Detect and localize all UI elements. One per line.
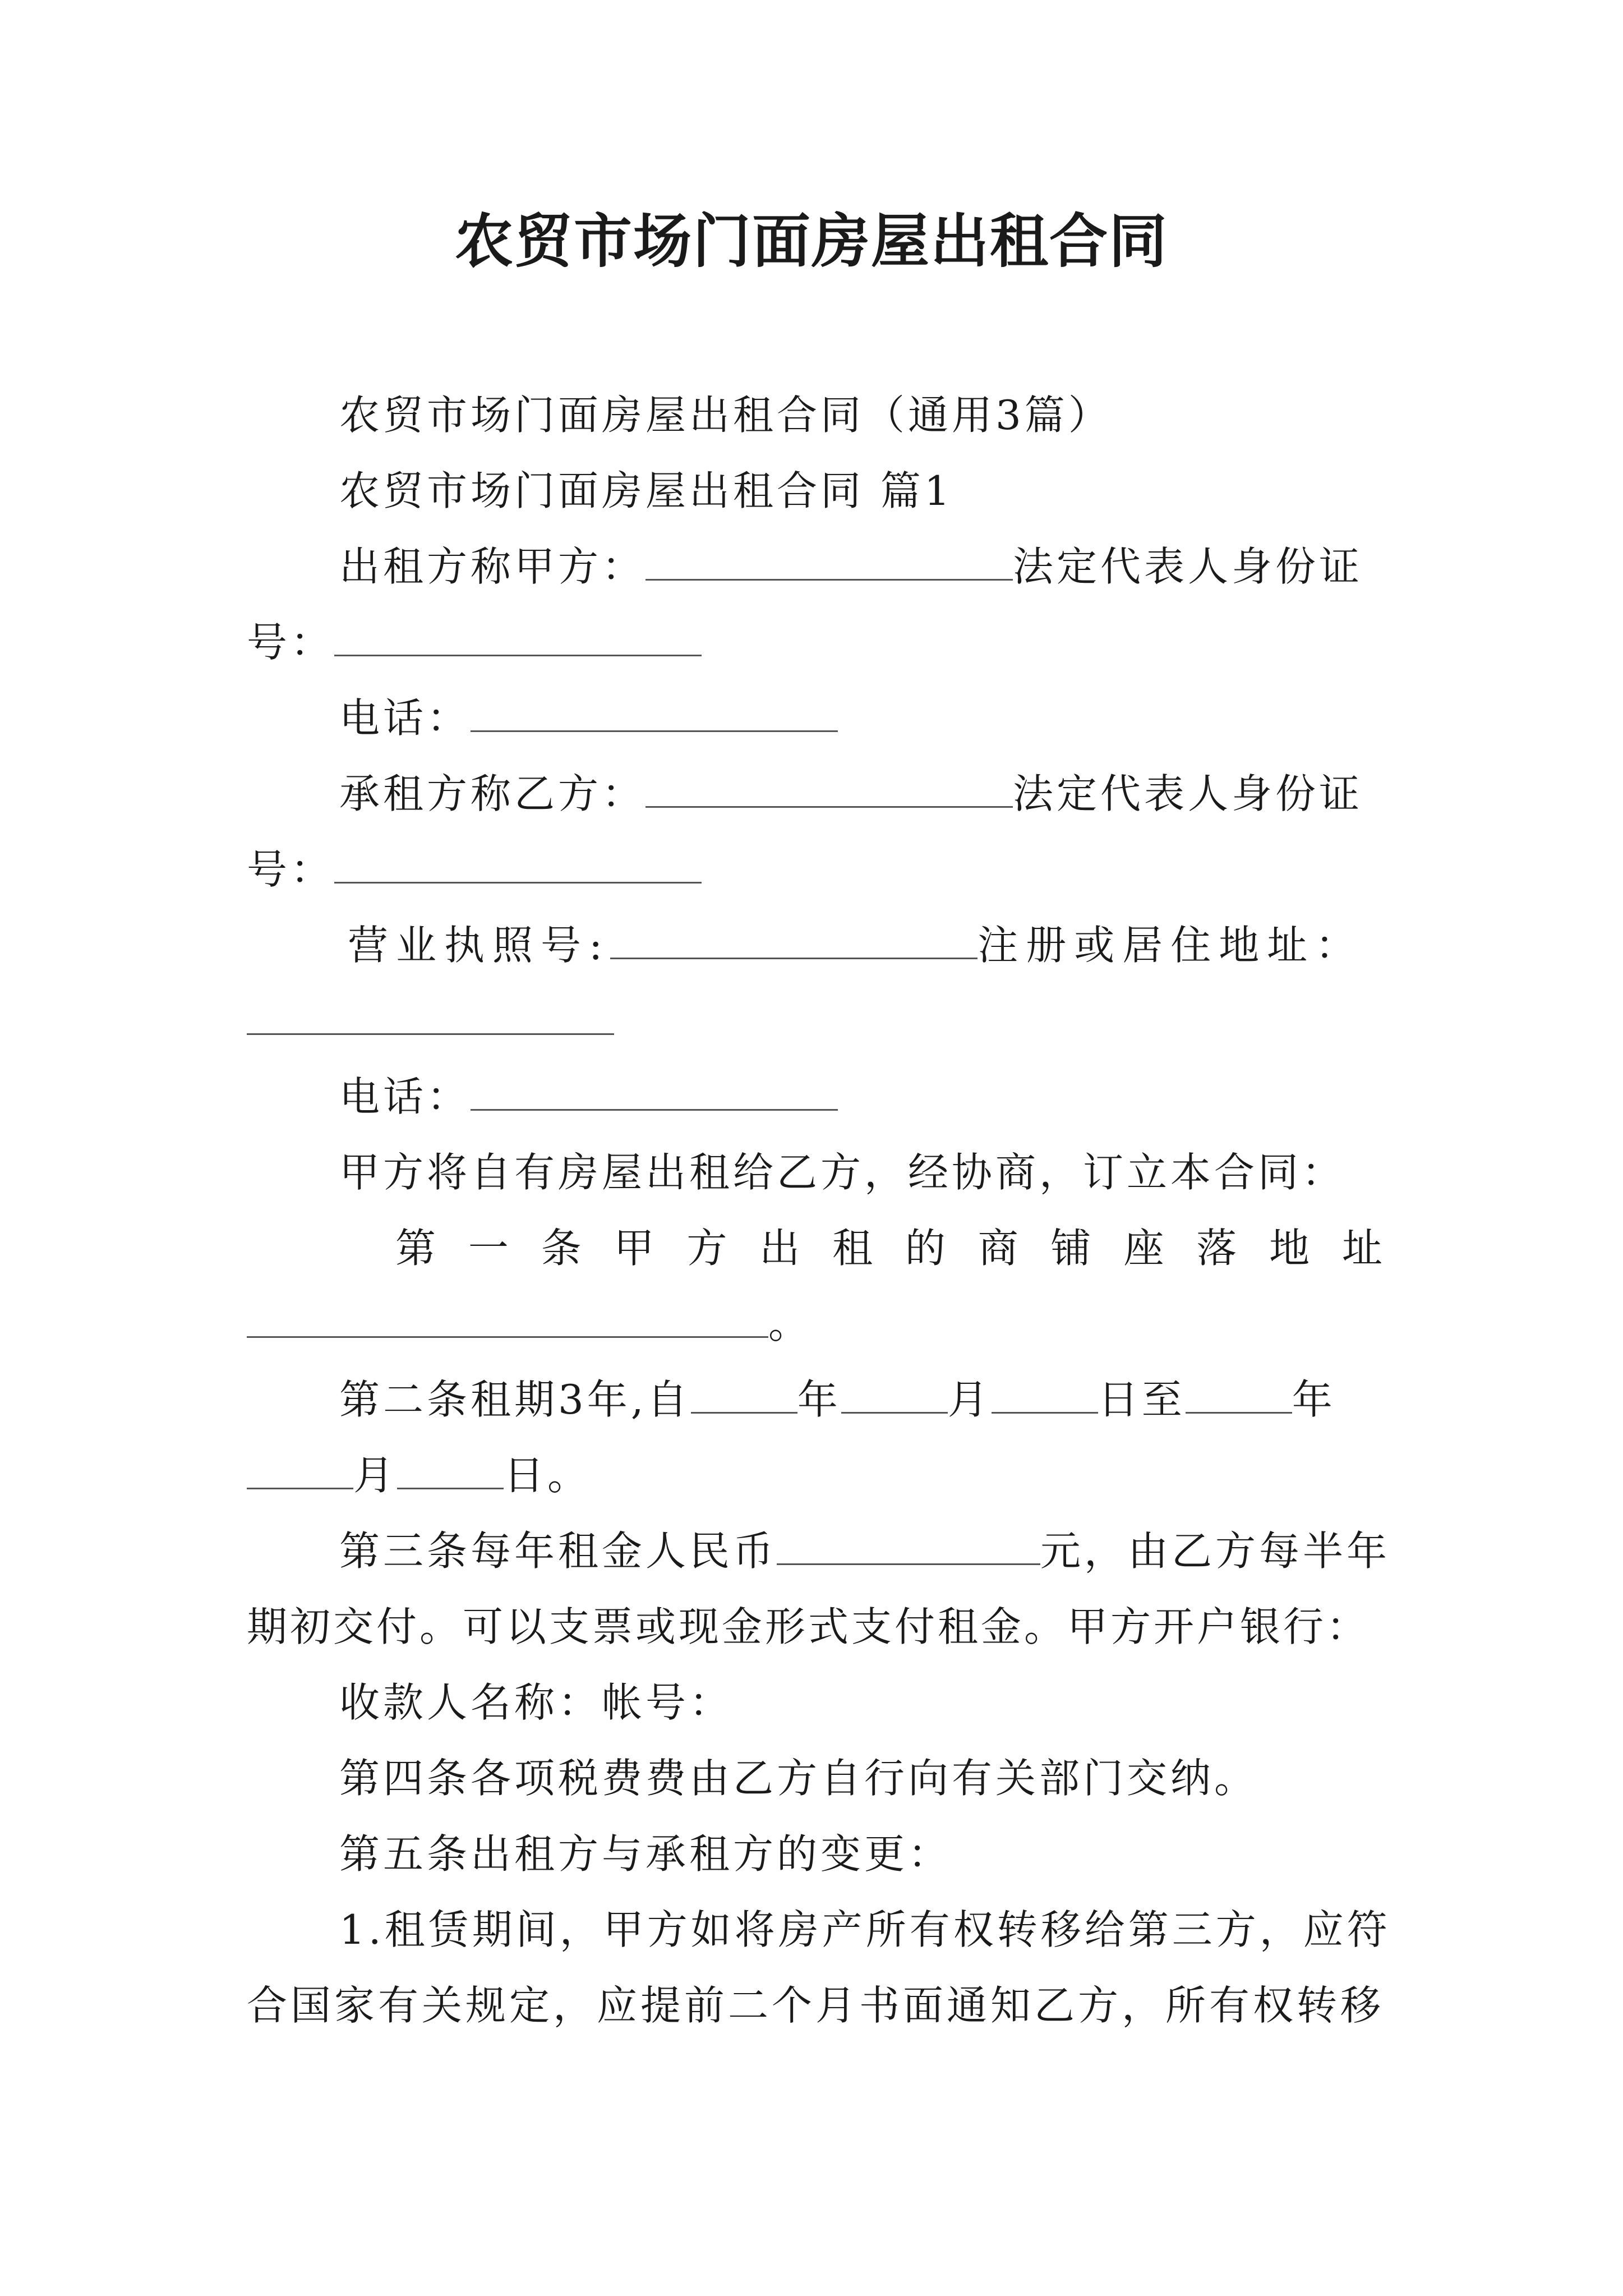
shop-address-blank: [247, 1304, 768, 1338]
lessee-phone-label: 电话：: [339, 1073, 471, 1120]
license-label: 营业执照号:: [348, 922, 611, 969]
article-5: 第五条出租方与承租方的变更：: [339, 1830, 952, 1878]
lessee-id-label: 法定代表人身份证: [1013, 770, 1363, 817]
end-month-blank: [247, 1455, 353, 1489]
lessee-name-blank: [645, 774, 1013, 808]
lessee-phone-blank: [471, 1076, 838, 1111]
payee-line: 收款人名称：帐号：: [339, 1679, 734, 1726]
article-1-char: 址: [1341, 1225, 1382, 1272]
intro-paragraph: 甲方将自有房屋出租给乙方，经协商，订立本合同：: [339, 1149, 1346, 1196]
article-1-char: 出: [759, 1225, 800, 1272]
document-title: 农贸市场门面房屋出租合同: [454, 206, 1168, 275]
lessor-label: 出租方称甲方：: [339, 543, 646, 590]
unit-year: 年: [797, 1376, 841, 1423]
license-blank: [610, 925, 978, 959]
address-line: [247, 993, 614, 1049]
article-1-char: 条: [541, 1225, 582, 1272]
article-1-char: 方: [686, 1225, 727, 1272]
article-4: 第四条各项税费费由乙方自行向有关部门交纳。: [339, 1755, 1258, 1802]
start-day-blank: [992, 1379, 1098, 1414]
article-1-char: 租: [832, 1225, 873, 1272]
end-year-blank: [1186, 1379, 1292, 1414]
lessor-name-blank: [645, 546, 1013, 581]
lessor-line: [339, 539, 1363, 595]
lessor-id-line: [247, 614, 702, 670]
unit-day-end: 日。: [504, 1452, 592, 1499]
article-1-char: 落: [1196, 1225, 1237, 1272]
lessor-id-label: 法定代表人身份证: [1013, 543, 1363, 590]
start-month-blank: [841, 1379, 948, 1414]
subtitle: 农贸市场门面房屋出租合同（通用3篇）: [339, 392, 1112, 439]
article-1-char: 商: [978, 1225, 1018, 1272]
article-2-line-2: [247, 1447, 591, 1503]
article-2-prefix: 第二条租期3年,自: [339, 1376, 691, 1423]
license-line: [348, 917, 1363, 973]
lessee-id-blank: [334, 849, 702, 884]
section-heading: 农贸市场门面房屋出租合同 篇1: [339, 467, 953, 514]
article-1-char: 一: [468, 1225, 509, 1272]
lessee-line: [339, 766, 1363, 822]
article-1-address-line: [247, 1296, 812, 1352]
article-3-line-2: 期初交付。可以支票或现金形式支付租金。甲方开户银行：: [247, 1603, 1370, 1650]
unit-day-to: 日至: [1098, 1376, 1186, 1423]
start-year-blank: [691, 1379, 797, 1414]
article-1-char: 甲: [614, 1225, 654, 1272]
article-1-char: 的: [905, 1225, 946, 1272]
clause-1-line-1: 1.租赁期间，甲方如将房产所有权转移给第三方，应符: [339, 1906, 1391, 1953]
end-day-blank: [397, 1455, 504, 1489]
lessor-id-label-cont: 号：: [247, 619, 335, 666]
lessee-phone-line: [339, 1069, 838, 1125]
lessor-phone-line: [339, 690, 838, 746]
article-3-prefix: 第三条每年租金人民币: [339, 1527, 777, 1575]
unit-month: 月: [947, 1376, 992, 1423]
article-1-line: [395, 1220, 1382, 1276]
clause-1-line-2: 合国家有关规定，应提前二个月书面通知乙方，所有权转移: [247, 1982, 1385, 2029]
address-blank: [247, 1001, 614, 1035]
unit-month: 月: [353, 1452, 398, 1499]
article-1-end: 。: [768, 1300, 813, 1347]
lessor-id-blank: [334, 622, 702, 656]
article-3-suffix: 元，由乙方每半年: [1040, 1527, 1391, 1575]
rent-amount-blank: [777, 1531, 1040, 1565]
article-1-char: 座: [1123, 1225, 1164, 1272]
lessor-phone-blank: [471, 698, 838, 732]
unit-year: 年: [1292, 1376, 1336, 1423]
lessee-id-line: [247, 841, 702, 898]
article-1-char: 地: [1269, 1225, 1310, 1272]
address-label: 注册或居住地址：: [978, 922, 1364, 969]
lessee-id-label-cont: 号：: [247, 846, 335, 893]
article-1-char: 铺: [1050, 1225, 1091, 1272]
article-3-line: [339, 1523, 1390, 1579]
article-1-char: 第: [395, 1225, 436, 1272]
lessor-phone-label: 电话：: [339, 694, 471, 742]
article-2-line: [339, 1372, 1336, 1428]
lessee-label: 承租方称乙方：: [339, 770, 646, 817]
